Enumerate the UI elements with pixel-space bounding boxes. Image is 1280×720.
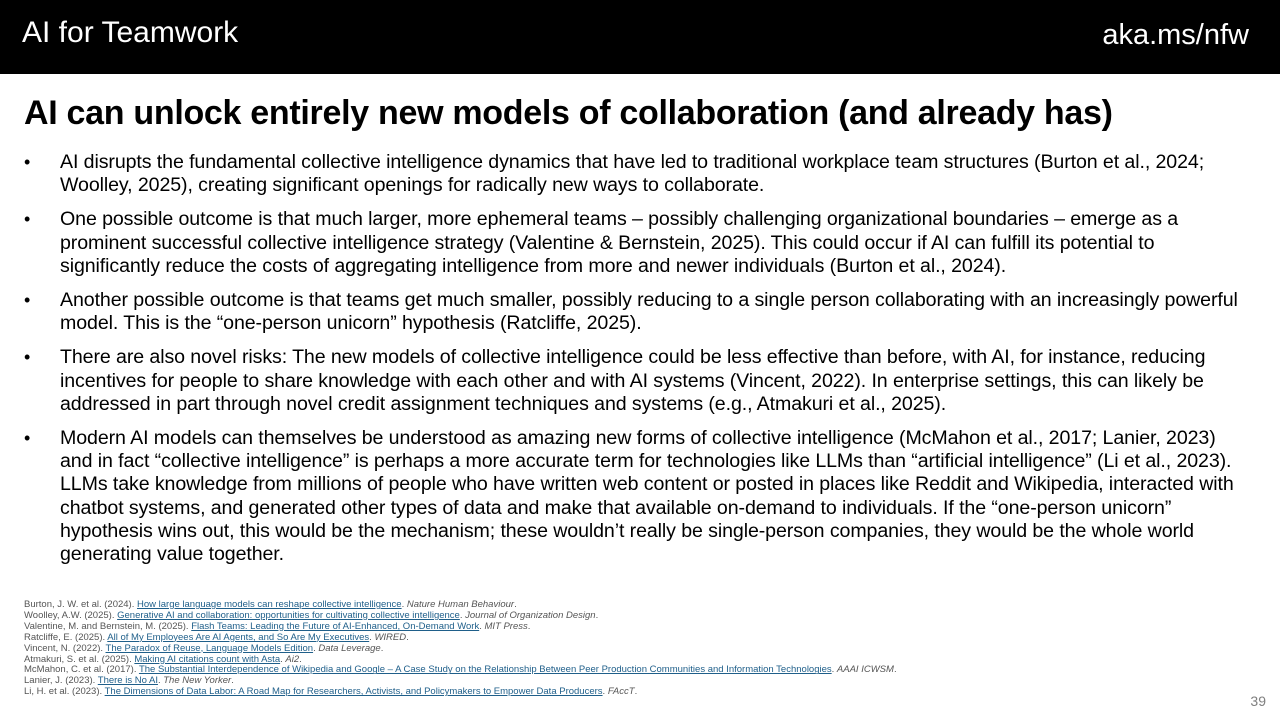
bullet-point-icon: •: [24, 152, 31, 172]
reference-link[interactable]: The Dimensions of Data Labor: A Road Map for Researchers, Activists, and Policymakers to Empower Data Producers: [104, 686, 603, 698]
bullet-list: [24, 151, 1250, 577]
reference-link[interactable]: Making AI citations count with Asta: [134, 653, 281, 665]
reference-end: .: [634, 686, 638, 698]
reference-separator: .: [459, 609, 466, 621]
reference-end: .: [231, 675, 234, 687]
reference-venue: FAccT: [607, 686, 635, 698]
reference-link[interactable]: All of My Employees Are AI Agents, and So Are My Executives: [107, 631, 370, 643]
reference-venue: MIT Press: [484, 620, 528, 632]
reference-separator: .: [313, 642, 319, 654]
reference-venue: AAAI ICWSM: [836, 664, 894, 676]
reference-separator: .: [280, 653, 286, 665]
reference-link[interactable]: Generative AI and collaboration: opportunities for cultivating collective intelligence: [117, 609, 460, 621]
reference-link[interactable]: There is No AI: [97, 675, 158, 687]
reference-separator: .: [831, 664, 837, 676]
presentation-title: AI for Teamwork: [22, 16, 239, 49]
slide-number: 39: [1250, 693, 1266, 709]
reference-link[interactable]: The Paradox of Reuse, Language Models Edition: [105, 642, 314, 654]
bullet-item: [24, 151, 1250, 197]
slide-title: AI can unlock entirely new models of collaboration (and already has): [24, 94, 1113, 132]
reference-venue: Ai2: [285, 653, 300, 665]
reference-authors: Li, H. et al. (2023).: [24, 686, 105, 698]
reference-item: [24, 687, 1244, 698]
reference-end: .: [514, 599, 517, 610]
reference-venue: Nature Human Behaviour: [406, 599, 515, 610]
reference-end: .: [380, 642, 384, 654]
bullet-text: There are also novel risks: The new models of collective intelligence could be less effective than before, with AI, for instance, reducing incentives for people to share knowledge with each other and with AI systems (Vincent, 2022). In enterprise settings, this can likely be addressed in part through novel credit assignment techniques and systems (e.g., Atmakuri et al., 2025).: [60, 346, 1206, 415]
reference-venue: Journal of Organization Design: [465, 609, 596, 621]
bullet-item: [24, 427, 1250, 566]
reference-separator: .: [401, 599, 407, 610]
reference-authors: Ratcliffe, E. (2025).: [24, 631, 108, 643]
reference-end: .: [595, 609, 599, 621]
reference-end: .: [406, 631, 409, 643]
reference-link[interactable]: How large language models can reshape collective intelligence: [137, 599, 402, 610]
reference-authors: Vincent, N. (2022).: [24, 642, 106, 654]
reference-authors: Woolley, A.W. (2025).: [24, 609, 118, 621]
bullet-point-icon: •: [24, 428, 31, 449]
bullet-point-icon: •: [24, 290, 31, 311]
bullet-item: [24, 346, 1250, 416]
short-link[interactable]: aka.ms/nfw: [1102, 19, 1249, 51]
reference-authors: McMahon, C. et al. (2017).: [24, 664, 139, 676]
reference-venue: WIRED: [374, 631, 407, 643]
reference-venue: The New Yorker: [163, 675, 232, 687]
reference-end: .: [527, 620, 531, 632]
reference-link[interactable]: The Substantial Interdependence of Wikipedia and Google – A Case Study on the Relationship Between Peer Production Communities and Information Technologies: [138, 664, 832, 676]
bullet-text: Another possible outcome is that teams get much smaller, possibly reducing to a single person collaborating with an increasingly powerful model. This is the “one-person unicorn” hypothesis (Ratcliffe, 2025).: [60, 289, 1238, 335]
references-list: [24, 600, 1244, 698]
bullet-point-icon: •: [24, 347, 31, 368]
bullet-text: AI disrupts the fundamental collective intelligence dynamics that have led to traditional workplace team structures (Burton et al., 2024; Woolley, 2025), creating significant openings for radically new ways to collaborate.: [60, 151, 1205, 197]
reference-authors: Burton, J. W. et al. (2024).: [24, 599, 137, 610]
reference-separator: .: [369, 631, 375, 643]
bullet-point-icon: •: [24, 209, 31, 230]
bullet-text: Modern AI models can themselves be understood as amazing new forms of collective intelligence (McMahon et al., 2017; Lanier, 2023) and in fact “collective intelligence” is perhaps a more accurate term for technologies like LLMs than “artificial intelligence” (Li et al., 2023). LLMs take knowledge from millions of people who have written web content or posted in places like Reddit and Wikipedia, interacted with chatbot systems, and generated other types of data and make that available on-demand to individuals. If the “one-person unicorn” hypothesis wins out, this would be the mechanism; these wouldn’t really be single-person companies, they would be the whole world generating value together.: [60, 427, 1234, 566]
reference-authors: Atmakuri, S. et al. (2025).: [24, 653, 135, 665]
reference-end: .: [299, 653, 302, 665]
reference-link[interactable]: Flash Teams: Leading the Future of AI-Enhanced, On-Demand Work: [191, 620, 480, 632]
reference-authors: Lanier, J. (2023).: [24, 675, 98, 687]
reference-separator: .: [479, 620, 485, 632]
reference-authors: Valentine, M. and Bernstein, M. (2025).: [24, 620, 192, 632]
header-bar: [0, 0, 1280, 74]
bullet-item: [24, 289, 1250, 335]
reference-end: .: [893, 664, 897, 676]
bullet-text: One possible outcome is that much larger, more ephemeral teams – possibly challenging organizational boundaries – emerge as a prominent successful collective intelligence strategy (Valentine & Bernstein, 2025). This could occur if AI can fulfill its potential to significantly reduce the costs of aggregating intelligence from more and newer individuals (Burton et al., 2024).: [60, 208, 1179, 277]
reference-separator: .: [157, 675, 164, 687]
bullet-item: [24, 208, 1250, 278]
reference-separator: .: [602, 686, 608, 698]
reference-venue: Data Leverage: [318, 642, 381, 654]
